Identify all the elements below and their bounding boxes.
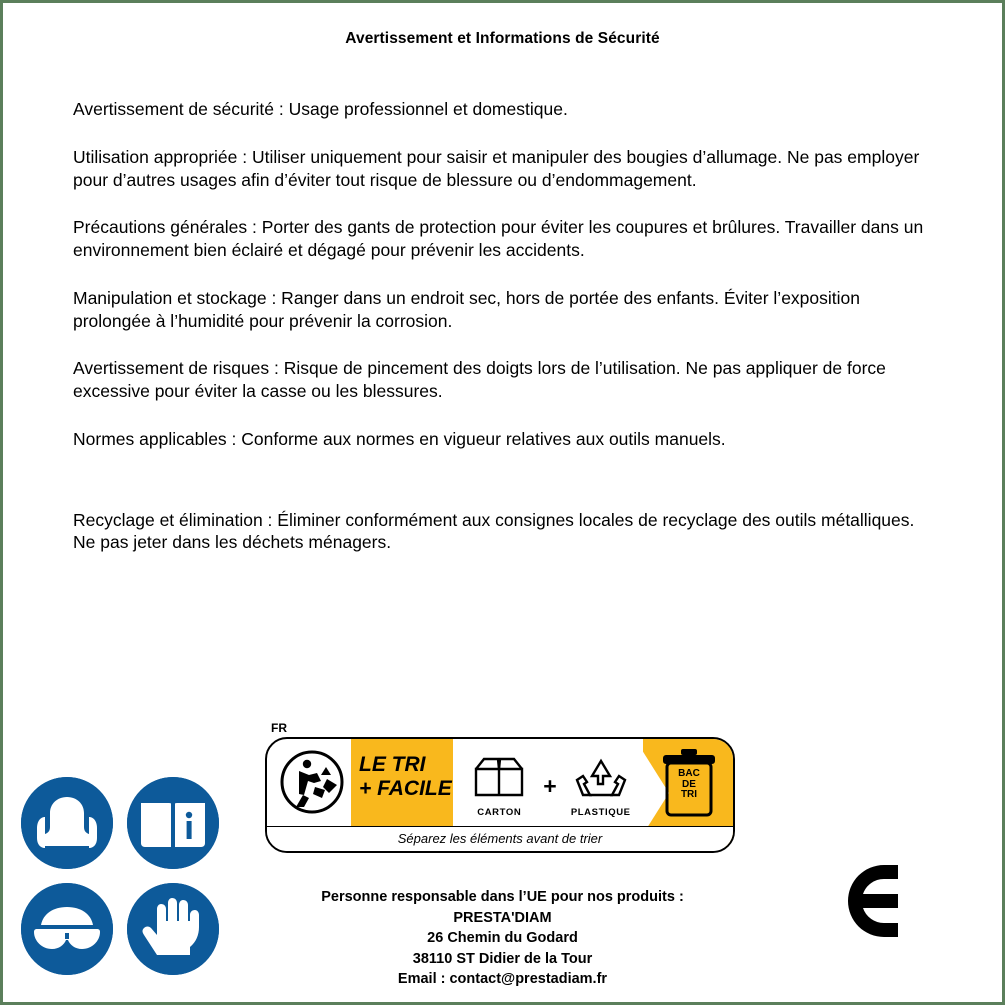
responsible-heading: Personne responsable dans l’UE pour nos produits : [321, 889, 684, 906]
paragraph-handling-storage: Manipulation et stockage : Ranger dans un endroit sec, hors de portée des enfants. Éviter l’exposition prolongée à l’humidité pour prévenir la corrosion. [73, 287, 860, 331]
paragraph-risk-warning: Avertissement de risques : Risque de pincement des doigts lors de l’utilisation. Ne pas appliquer de force excessive pour éviter la casse ou les blessures. [73, 358, 886, 401]
carton-box-icon [466, 755, 532, 801]
material-carton-caption: CARTON [477, 806, 522, 818]
triman-slogan-line2: + FACILE [359, 776, 452, 800]
safety-instructions [3, 98, 1002, 554]
paragraph-general-precautions: Précautions générales : Porter des gants de protection pour éviter les coupures et brûlures. Travailler dans un environnement bien éclairé et dégagé pour prévenir les accidents. [73, 217, 924, 260]
triman-recycling-label [265, 723, 731, 849]
triman-footer-text: Séparez les éléments avant de trier [267, 826, 733, 851]
ear-protection-icon [21, 777, 113, 869]
material-plastique-caption: PLASTIQUE [570, 806, 631, 818]
triman-bin-line1: BAC [678, 768, 700, 779]
page-title: Avertissement et Informations de Sécurité [345, 30, 660, 47]
paragraph-proper-use: Utilisation appropriée : Utiliser uniquement pour saisir et manipuler des bougies d’allumage. Ne pas employer pour d’autres usages afin d’éviter tout risque de blessure ou d’endommagement. [73, 146, 920, 190]
paragraph-recycling-disposal: Recyclage et élimination : Éliminer conformément aux consignes locales de recyclage des outils métalliques. Ne pas jeter dans les déchets ménagers. [73, 509, 915, 553]
read-manual-icon [127, 777, 219, 869]
responsible-email: Email : contact@prestadiam.fr [397, 971, 608, 988]
triman-bin-text [653, 769, 725, 801]
triman-bin-icon [653, 747, 725, 825]
triman-country-code: FR [271, 721, 287, 735]
paragraph-applicable-standards: Normes applicables : Conforme aux normes en vigueur relatives aux outils manuels. [73, 428, 726, 449]
triman-symbol-icon [275, 749, 349, 821]
responsible-address-line2: 38110 ST Didier de la Tour [412, 950, 593, 967]
material-plastique [564, 755, 638, 818]
triman-bin-line3: TRI [680, 789, 698, 800]
triman-label-box [265, 737, 735, 853]
material-carton [462, 755, 536, 818]
triman-bin-line2: DE [682, 778, 696, 790]
triman-plus-separator: + [543, 772, 557, 799]
triman-slogan-line1: LE TRI [359, 753, 426, 776]
triman-material-icons [457, 745, 643, 827]
recycling-plastic-icon [571, 755, 631, 801]
responsible-company: PRESTA'DIAM [453, 909, 552, 926]
responsible-address-line1: 26 Chemin du Godard [427, 930, 578, 947]
responsible-person-block [3, 887, 1002, 990]
paragraph-safety-warning: Avertissement de sécurité : Usage professionnel et domestique. [73, 99, 568, 119]
triman-slogan [359, 753, 455, 800]
